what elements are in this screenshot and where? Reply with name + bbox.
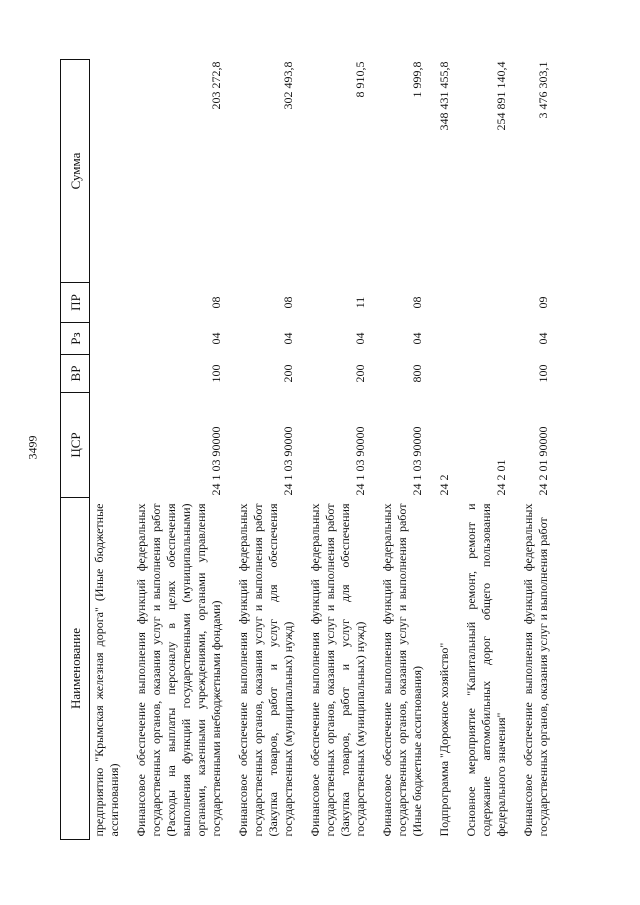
table-row (306, 60, 378, 840)
row-pr: 08 (209, 296, 223, 309)
row-name: Финансовое обеспечение выполнения функций федеральных государственных органов, оказания услуг и выполнения работ (Иные бюджетные ассигнования) (380, 503, 424, 837)
row-rz: 04 (353, 332, 367, 345)
header-rz: Рз (61, 323, 90, 355)
row-pr: 09 (536, 296, 550, 309)
row-rz (90, 323, 133, 355)
row-vr (435, 355, 462, 393)
row-rz (435, 323, 462, 355)
row-csr: 24 2 01 (494, 459, 508, 496)
row-name: Финансовое обеспечение выполнения функций федеральных государственных органов, оказания услуг и выполнения работ (Расходы на выплаты персоналу в целях обеспечения выполнения функций государственными (муниципальными) органами, казенными учреждениями, органами управления государственными внебюджетными фондами) (134, 503, 223, 837)
rotated-page-content (60, 60, 578, 840)
row-rz: 04 (410, 332, 424, 345)
row-sum: 3 476 303,1 (536, 61, 550, 119)
row-sum: 254 891 140,4 (494, 61, 508, 131)
row-name: Финансовое обеспечение выполнения функций федеральных государственных органов, оказания услуг и выполнения работ (Закупка товаров, работ и услуг для обеспечения государственных (муниципальных) нужд) (308, 503, 367, 837)
budget-table (60, 59, 561, 840)
table-row (519, 60, 561, 840)
page-number: 3499 (25, 435, 40, 460)
row-csr: 24 1 03 90000 (410, 426, 424, 496)
row-pr: 08 (410, 296, 424, 309)
row-csr: 24 1 03 90000 (281, 426, 295, 496)
row-csr: 24 2 (437, 474, 451, 496)
row-vr (90, 355, 133, 393)
row-vr: 100 (536, 364, 550, 383)
header-vr: ВР (61, 355, 90, 393)
row-rz: 04 (281, 332, 295, 345)
row-vr: 200 (353, 364, 367, 383)
row-name: Основное мероприятие "Капитальный ремонт, ремонт и содержание автомобильных дорог общего пользования федерального значения" (464, 503, 508, 837)
table-row (132, 60, 234, 840)
header-csr: ЦСР (61, 393, 90, 498)
row-rz: 04 (209, 332, 223, 345)
row-sum (90, 60, 133, 283)
header-name: Наименование (61, 498, 90, 840)
row-pr (90, 283, 133, 323)
row-sum: 348 431 455,8 (437, 61, 451, 131)
row-pr: 08 (281, 296, 295, 309)
row-name: Финансовое обеспечение выполнения функций федеральных государственных органов, оказания услуг и выполнения работ (Закупка товаров, работ и услуг для обеспечения государственных (муниципальных) нужд) (236, 503, 295, 837)
row-sum: 203 272,8 (209, 61, 223, 110)
row-pr: 11 (353, 296, 367, 309)
row-vr (462, 355, 519, 393)
table-header-row (61, 60, 90, 840)
row-name: Подпрограмма "Дорожное хозяйство" (437, 642, 451, 837)
table-row (234, 60, 306, 840)
row-name: предприятию "Крымская железная дорога" (Иные бюджетные ассигнования) (92, 503, 121, 837)
row-pr (435, 283, 462, 323)
row-sum: 302 493,8 (281, 61, 295, 110)
table-row (435, 60, 462, 840)
header-sum: Сумма (61, 60, 90, 283)
row-sum: 1 999,8 (410, 61, 424, 98)
row-vr: 200 (281, 364, 295, 383)
row-vr: 100 (209, 364, 223, 383)
row-rz (462, 323, 519, 355)
row-csr: 24 2 01 90000 (536, 426, 550, 496)
table-row (378, 60, 435, 840)
table-row (462, 60, 519, 840)
row-csr: 24 1 03 90000 (353, 426, 367, 496)
header-pr: ПР (61, 283, 90, 323)
row-vr: 800 (410, 364, 424, 383)
row-sum: 8 910,5 (353, 61, 367, 98)
row-pr (462, 283, 519, 323)
row-csr (90, 393, 133, 498)
row-csr: 24 1 03 90000 (209, 426, 223, 496)
row-name: Финансовое обеспечение выполнения функций федеральных государственных органов, оказания услуг и выполнения работ (521, 503, 550, 837)
row-rz: 04 (536, 332, 550, 345)
table-row (90, 60, 133, 840)
